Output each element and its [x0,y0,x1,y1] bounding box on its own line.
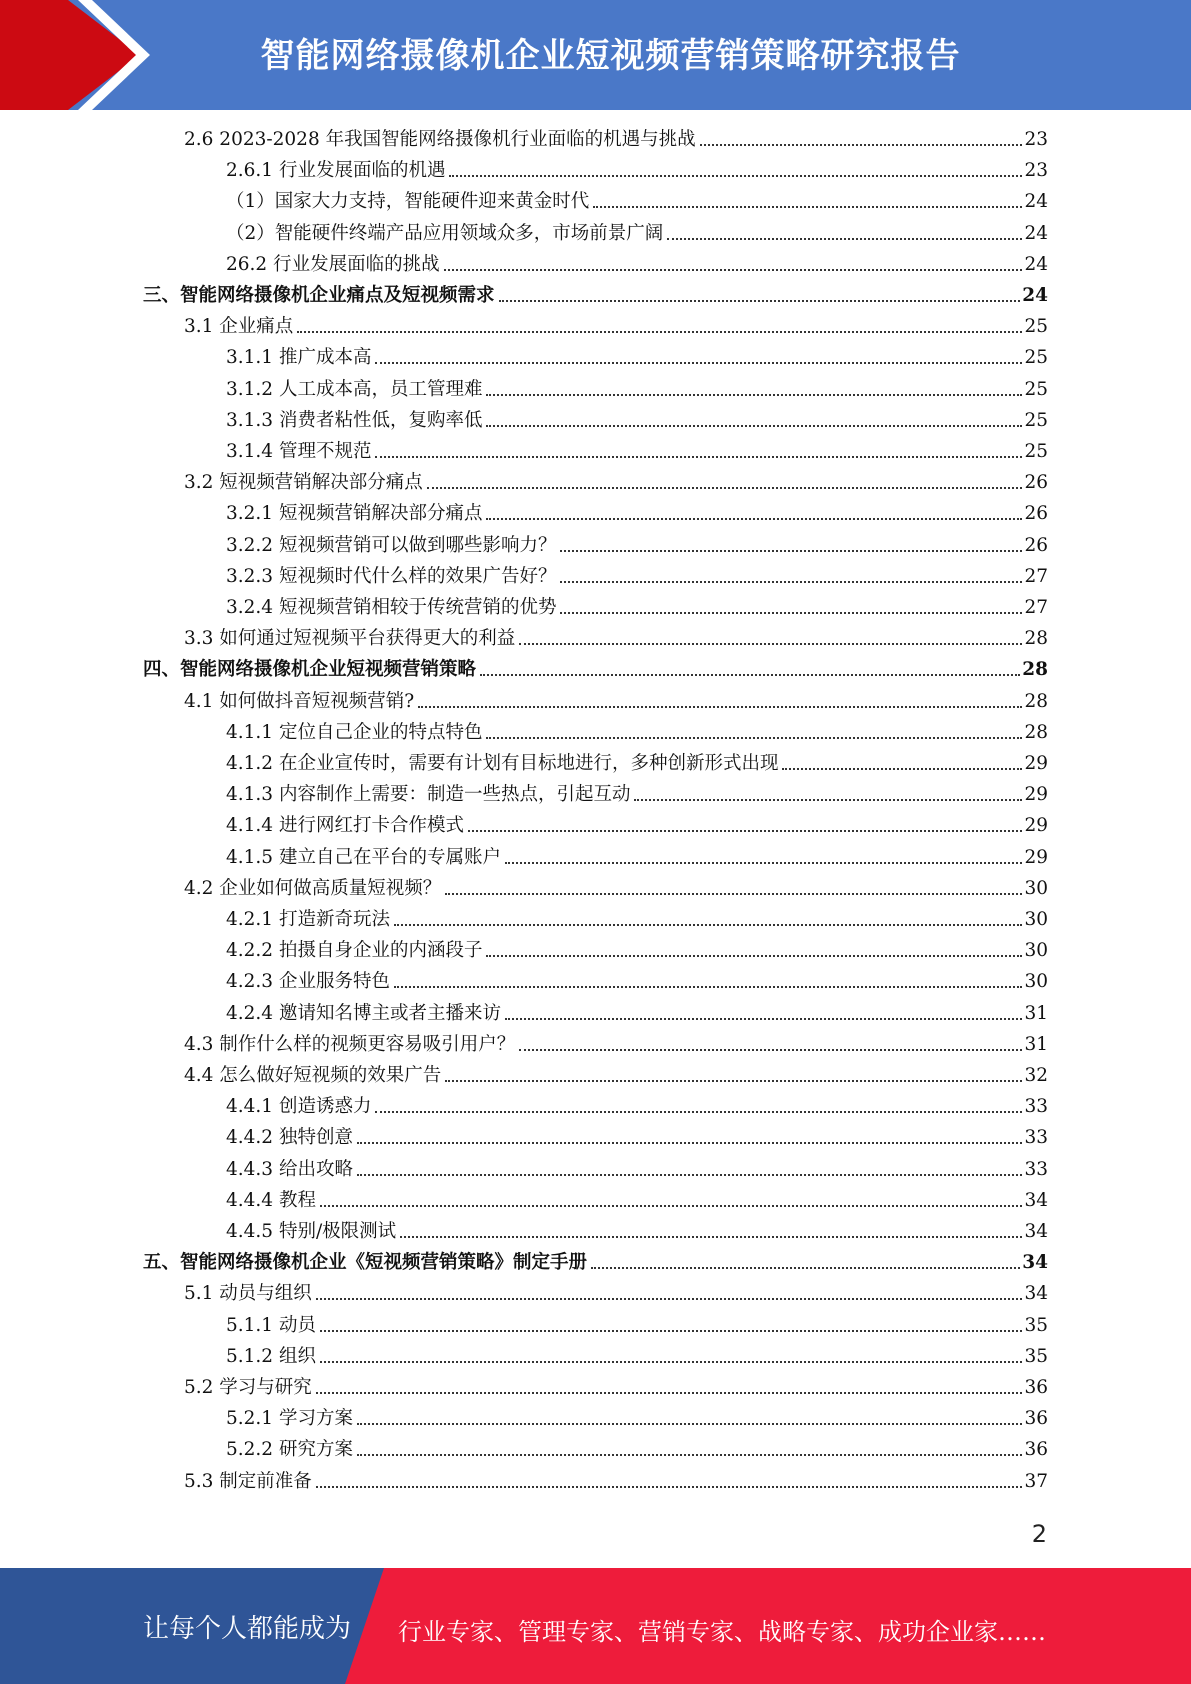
toc-entry-label: 4.3 制作什么样的视频更容易吸引用户？ [184,1034,516,1055]
toc-entry-label: 5.1.2 组织 [226,1346,316,1367]
toc-entry-page: 23 [1024,129,1048,150]
toc-dot-leader [560,612,1022,614]
toc-dot-leader [445,1080,1022,1082]
toc-dot-leader [444,269,1023,271]
toc-dot-leader [486,394,1022,396]
toc-entry-page: 36 [1024,1439,1048,1460]
toc-dot-leader [519,643,1022,645]
toc-dot-leader [375,456,1022,458]
toc-dot-leader [486,518,1022,520]
toc-entry-page: 26 [1024,535,1048,556]
toc-dot-leader [667,238,1022,240]
toc-entry-page: 25 [1024,410,1048,431]
toc-entry-page: 34 [1022,1252,1048,1273]
toc-entry[interactable] [184,1468,1048,1494]
toc-entry-page: 28 [1024,722,1048,743]
toc-entry[interactable] [226,1312,1048,1338]
toc-entry-label: 4.2.2 拍摄自身企业的内涵段子 [226,940,483,961]
toc-entry-label: 5.1.1 动员 [226,1315,316,1336]
toc-dot-leader [375,362,1022,364]
page-number: 2 [1031,1520,1047,1548]
toc-entry[interactable] [226,1093,1048,1119]
toc-entry-label: 4.4.1 创造诱惑力 [226,1096,372,1117]
toc-entry[interactable] [226,157,1048,183]
toc-entry-label: （1）国家大力支持，智能硬件迎来黄金时代 [226,191,590,212]
toc-entry-label: 3.2.4 短视频营销相较于传统营销的优势 [226,597,557,618]
toc-entry-label: 3.2 短视频营销解决部分痛点 [184,472,423,493]
toc-entry-page: 32 [1024,1065,1048,1086]
page-header [0,0,1191,110]
toc-entry-label: 4.1 如何做抖音短视频营销? [184,691,415,712]
toc-entry-page: 27 [1024,566,1048,587]
toc-dot-leader [320,1361,1023,1363]
toc-entry-label: 3.2.3 短视频时代什么样的效果广告好？ [226,566,557,587]
toc-dot-leader [499,300,1021,302]
toc-entry-label: 4.4.5 特别/极限测试 [226,1221,397,1242]
toc-entry[interactable] [226,220,1048,246]
toc-entry-page: 29 [1024,815,1048,836]
toc-entry-label: （2）智能硬件终端产品应用领域众多，市场前景广阔 [226,223,664,244]
toc-entry-page: 29 [1024,753,1048,774]
toc-entry[interactable] [226,1187,1048,1213]
toc-dot-leader [316,1392,1023,1394]
toc-entry[interactable] [226,563,1048,589]
toc-entry-label: 4.1.2 在企业宣传时，需要有计划有目标地进行，多种创新形式出现 [226,753,779,774]
toc-entry[interactable] [226,344,1048,370]
toc-entry-page: 33 [1024,1159,1048,1180]
toc-entry-label: 五、智能网络摄像机企业《短视频营销策略》制定手册 [143,1252,588,1273]
toc-entry-page: 30 [1024,878,1048,899]
toc-dot-leader [560,550,1022,552]
toc-entry[interactable] [184,625,1048,651]
toc-dot-leader [357,1174,1023,1176]
toc-entry-label: 4.4.3 给出攻略 [226,1159,353,1180]
toc-entry[interactable] [226,500,1048,526]
toc-dot-leader [357,1454,1023,1456]
toc-entry[interactable] [226,750,1048,776]
toc-entry[interactable] [184,126,1048,152]
toc-entry-page: 37 [1024,1471,1048,1492]
toc-entry[interactable] [184,1280,1048,1306]
toc-entry-page: 25 [1024,441,1048,462]
toc-entry[interactable] [143,656,1048,682]
toc-entry-label: 4.2.3 企业服务特色 [226,971,390,992]
toc-dot-leader [449,175,1022,177]
toc-entry[interactable] [226,1343,1048,1369]
toc-entry-page: 36 [1024,1377,1048,1398]
toc-entry[interactable] [226,1156,1048,1182]
toc-entry-page: 24 [1024,223,1048,244]
toc-entry[interactable] [184,469,1048,495]
toc-entry[interactable] [184,1062,1048,1088]
toc-entry-page: 30 [1024,940,1048,961]
toc-dot-leader [468,830,1022,832]
toc-entry[interactable] [226,251,1048,277]
toc-entry[interactable] [226,968,1048,994]
toc-entry-page: 33 [1024,1127,1048,1148]
toc-dot-leader [320,1205,1023,1207]
footer-slogan-right: 行业专家、管理专家、营销专家、战略专家、成功企业家…… [398,1618,1046,1646]
toc-entry-label: 5.1 动员与组织 [184,1283,312,1304]
toc-entry-page: 24 [1022,285,1048,306]
toc-entry-label: 三、智能网络摄像机企业痛点及短视频需求 [143,285,495,306]
toc-entry[interactable] [226,719,1048,745]
toc-dot-leader [394,986,1022,988]
toc-entry-page: 30 [1024,971,1048,992]
toc-entry[interactable] [226,188,1048,214]
toc-entry[interactable] [226,594,1048,620]
toc-entry-label: 2.6.1 行业发展面临的机遇 [226,160,446,181]
toc-entry-label: 5.2 学习与研究 [184,1377,312,1398]
toc-entry-page: 35 [1024,1315,1048,1336]
toc-dot-leader [593,206,1022,208]
toc-entry-label: 4.4.2 独特创意 [226,1127,353,1148]
toc-entry-label: 4.1.5 建立自己在平台的专属账户 [226,847,501,868]
toc-entry[interactable] [226,1405,1048,1431]
toc-entry-page: 25 [1024,347,1048,368]
toc-entry-label: 3.3 如何通过短视频平台获得更大的利益 [184,628,516,649]
toc-entry-label: 5.2.2 研究方案 [226,1439,353,1460]
toc-entry[interactable] [226,1000,1048,1026]
toc-entry-page: 31 [1024,1003,1048,1024]
toc-entry-page: 26 [1024,503,1048,524]
toc-entry-page: 36 [1024,1408,1048,1429]
toc-entry[interactable] [226,1124,1048,1150]
toc-entry-page: 25 [1024,379,1048,400]
toc-entry-label: 4.1.3 内容制作上需要：制造一些热点，引起互动 [226,784,631,805]
toc-entry-label: 4.1.4 进行网红打卡合作模式 [226,815,464,836]
toc-dot-leader [357,1142,1023,1144]
toc-entry[interactable] [226,937,1048,963]
toc-entry-label: 4.2.4 邀请知名博主或者主播来访 [226,1003,501,1024]
footer-slogan-left: 让每个人都能成为 [143,1614,352,1644]
toc-entry-page: 33 [1024,1096,1048,1117]
toc-entry-label: 4.2.1 打造新奇玩法 [226,909,390,930]
toc-dot-leader [486,955,1022,957]
toc-dot-leader [445,893,1022,895]
toc-entry-label: 3.2.2 短视频营销可以做到哪些影响力？ [226,535,557,556]
toc-entry-page: 35 [1024,1346,1048,1367]
toc-entry-page: 31 [1024,1034,1048,1055]
toc-entry[interactable] [226,906,1048,932]
toc-entry-label: 3.1.3 消费者粘性低，复购率低 [226,410,483,431]
toc-entry-page: 28 [1024,628,1048,649]
toc-dot-leader [427,487,1023,489]
toc-dot-leader [486,737,1022,739]
toc-entry-page: 25 [1024,316,1048,337]
toc-entry[interactable] [143,1249,1048,1275]
toc-entry[interactable] [226,532,1048,558]
toc-dot-leader [519,1049,1022,1051]
toc-dot-leader [634,799,1022,801]
toc-dot-leader [486,425,1022,427]
toc-entry-label: 4.2 企业如何做高质量短视频？ [184,878,442,899]
toc-dot-leader [505,862,1022,864]
toc-dot-leader [320,1330,1023,1332]
toc-dot-leader [316,1298,1023,1300]
toc-entry-label: 3.1 企业痛点 [184,316,294,337]
toc-entry-label: 26.2 行业发展面临的挑战 [226,254,440,275]
toc-entry-label: 3.2.1 短视频营销解决部分痛点 [226,503,483,524]
toc-entry-label: 2.6 2023-2028 年我国智能网络摄像机行业面临的机遇与挑战 [184,129,696,150]
toc-dot-leader [418,706,1022,708]
toc-entry-page: 29 [1024,784,1048,805]
toc-entry-page: 28 [1022,659,1048,680]
toc-entry[interactable] [184,688,1048,714]
toc-dot-leader [700,144,1023,146]
toc-dot-leader [394,924,1022,926]
toc-entry-page: 29 [1024,847,1048,868]
toc-entry[interactable] [226,844,1048,870]
toc-entry[interactable] [226,438,1048,464]
toc-entry-label: 5.2.1 学习方案 [226,1408,353,1429]
toc-entry-page: 27 [1024,597,1048,618]
toc-dot-leader [480,674,1020,676]
toc-dot-leader [375,1111,1022,1113]
toc-entry-label: 3.1.2 人工成本高，员工管理难 [226,379,483,400]
toc-entry[interactable] [226,407,1048,433]
toc-entry[interactable] [184,1374,1048,1400]
page-footer [0,1568,1191,1684]
toc-entry-page: 26 [1024,472,1048,493]
toc-dot-leader [357,1423,1023,1425]
toc-entry-page: 24 [1024,191,1048,212]
toc-entry[interactable] [226,781,1048,807]
toc-entry[interactable] [184,875,1048,901]
toc-entry[interactable] [184,313,1048,339]
toc-entry-label: 3.1.1 推广成本高 [226,347,372,368]
toc-entry-page: 34 [1024,1283,1048,1304]
toc-dot-leader [782,768,1022,770]
toc-entry[interactable] [226,1218,1048,1244]
toc-entry-page: 34 [1024,1221,1048,1242]
toc-dot-leader [400,1236,1022,1238]
toc-entry-label: 3.1.4 管理不规范 [226,441,372,462]
toc-entry[interactable] [143,282,1048,308]
toc-dot-leader [316,1486,1023,1488]
toc-entry-page: 24 [1024,254,1048,275]
toc-entry-label: 4.1.1 定位自己企业的特点特色 [226,722,483,743]
toc-entry-page: 34 [1024,1190,1048,1211]
toc-entry[interactable] [226,1436,1048,1462]
toc-dot-leader [591,1267,1020,1269]
report-title: 智能网络摄像机企业短视频营销策略研究报告 [260,36,961,76]
toc-dot-leader [297,331,1022,333]
toc-entry[interactable] [226,812,1048,838]
toc-entry-label: 四、智能网络摄像机企业短视频营销策略 [143,659,477,680]
toc-entry-label: 5.3 制定前准备 [184,1471,312,1492]
toc-entry[interactable] [184,1031,1048,1057]
toc-dot-leader [560,581,1022,583]
toc-dot-leader [505,1018,1022,1020]
toc-entry-page: 23 [1024,160,1048,181]
toc-entry-page: 30 [1024,909,1048,930]
toc-entry-label: 4.4.4 教程 [226,1190,316,1211]
toc-entry[interactable] [226,376,1048,402]
toc-entry-label: 4.4 怎么做好短视频的效果广告 [184,1065,442,1086]
toc-entry-page: 28 [1024,691,1048,712]
